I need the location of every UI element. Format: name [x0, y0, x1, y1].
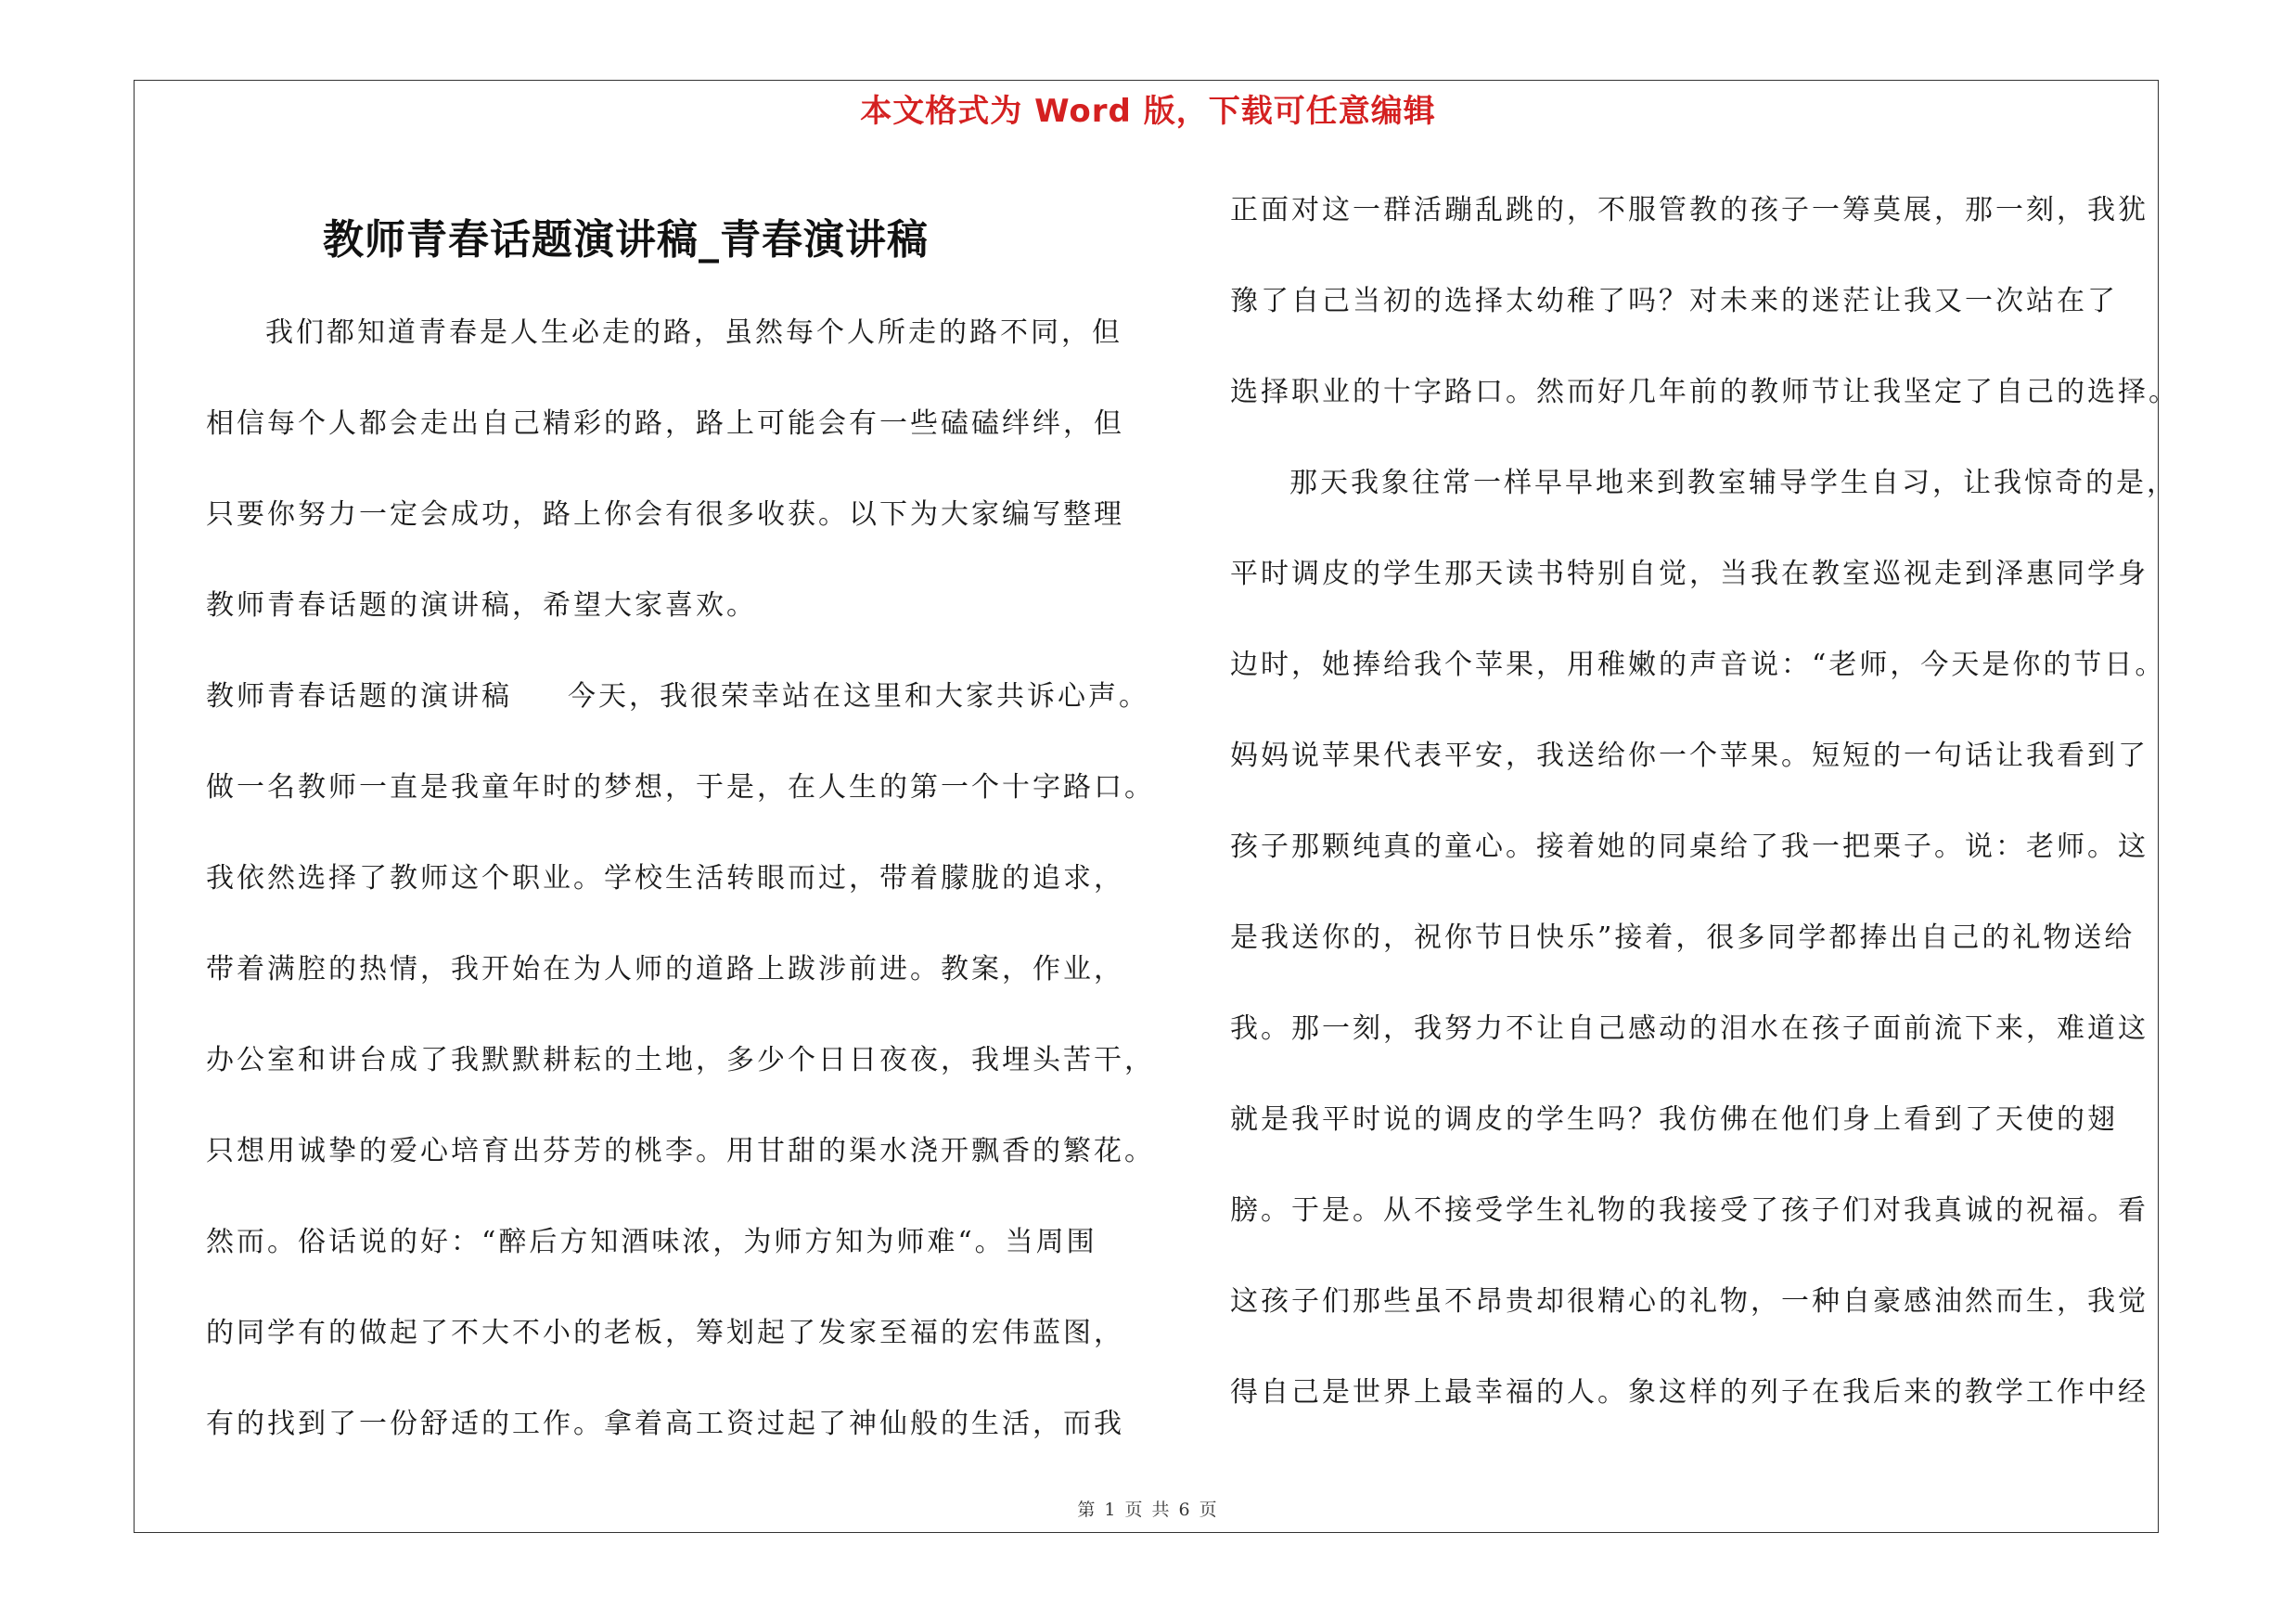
text-line: 教师青春话题的演讲稿，希望大家喜欢。 — [206, 589, 757, 622]
text-line: 豫了自己当初的选择太幼稚了吗？对未来的迷茫让我又一次站在了 — [1230, 285, 2118, 317]
text-line: 选择职业的十字路口。然而好几年前的教师节让我坚定了自己的选择。 — [1230, 376, 2179, 408]
text-line: 那天我象往常一样早早地来到教室辅导学生自习，让我惊奇的是， — [1289, 467, 2177, 499]
text-line: 是我送你的，祝你节日快乐”接着，很多同学都捧出自己的礼物送给 — [1230, 921, 2136, 954]
text-line — [206, 651, 1149, 742]
text-line: 这孩子们那些虽不昂贵却很精心的礼物，一种自豪感油然而生，我觉 — [1230, 1285, 2148, 1318]
text-line: 得自己是世界上最幸福的人。象这样的列子在我后来的教学工作中经 — [1230, 1376, 2148, 1409]
text-line: 妈妈说苹果代表平安，我送给你一个苹果。短短的一句话让我看到了 — [1230, 740, 2148, 772]
page-number: 第 1 页 共 6 页 — [1077, 1500, 1219, 1520]
text-line: 边时，她捧给我个苹果，用稚嫩的声音说：“老师，今天是你的节日。 — [1230, 649, 2166, 681]
format-banner: 本文格式为 Word 版，下载可任意编辑 — [860, 93, 1436, 130]
text-line: 只想用诚挚的爱心培育出芬芳的桃李。用甘甜的渠水浇开飘香的繁花。 — [206, 1135, 1155, 1167]
text-line: 做一名教师一直是我童年时的梦想，于是，在人生的第一个十字路口。 — [206, 771, 1155, 804]
section-heading: 教师青春话题的演讲稿 — [206, 680, 512, 713]
right-column — [1230, 165, 2195, 1438]
text-line: 只要你努力一定会成功，路上你会有很多收获。以下为大家编写整理 — [206, 498, 1124, 531]
text-line: 我。那一刻，我努力不让自己感动的泪水在孩子面前流下来，难道这 — [1230, 1012, 2148, 1045]
text-line: 我们都知道青春是人生必走的路，虽然每个人所走的路不同，但 — [265, 316, 1122, 349]
text-line: 带着满腔的热情，我开始在为人师的道路上跋涉前进。教案，作业， — [206, 953, 1124, 985]
text-line: 孩子那颗纯真的童心。接着她的同桌给了我一把栗子。说：老师。这 — [1230, 831, 2148, 863]
text-line: 有的找到了一份舒适的工作。拿着高工资过起了神仙般的生活，而我 — [206, 1408, 1124, 1440]
text-line: 相信每个人都会走出自己精彩的路，路上可能会有一些磕磕绊绊，但 — [206, 407, 1124, 440]
text-line: 平时调皮的学生那天读书特别自觉，当我在教室巡视走到泽惠同学身 — [1230, 558, 2148, 590]
text-line: 的同学有的做起了不大不小的老板，筹划起了发家至福的宏伟蓝图， — [206, 1317, 1124, 1349]
text-line: 我依然选择了教师这个职业。学校生活转眼而过，带着朦胧的追求， — [206, 862, 1124, 895]
text-line: 然而。俗话说的好：“醉后方知酒味浓，为师方知为师难“。当周围 — [206, 1226, 1097, 1258]
text-line-tail: 今天，我很荣幸站在这里和大家共诉心声。 — [568, 680, 1149, 713]
text-line: 膀。于是。从不接受学生礼物的我接受了孩子们对我真诚的祝福。看 — [1230, 1194, 2148, 1227]
document-title: 教师青春话题演讲稿_青春演讲稿 — [323, 216, 929, 264]
text-line: 就是我平时说的调皮的学生吗？我仿佛在他们身上看到了天使的翅 — [1230, 1103, 2118, 1136]
text-line: 办公室和讲台成了我默默耕耘的土地，多少个日日夜夜，我埋头苦干， — [206, 1044, 1155, 1076]
text-line: 正面对这一群活蹦乱跳的，不服管教的孩子一筹莫展，那一刻，我犹 — [1230, 194, 2148, 226]
